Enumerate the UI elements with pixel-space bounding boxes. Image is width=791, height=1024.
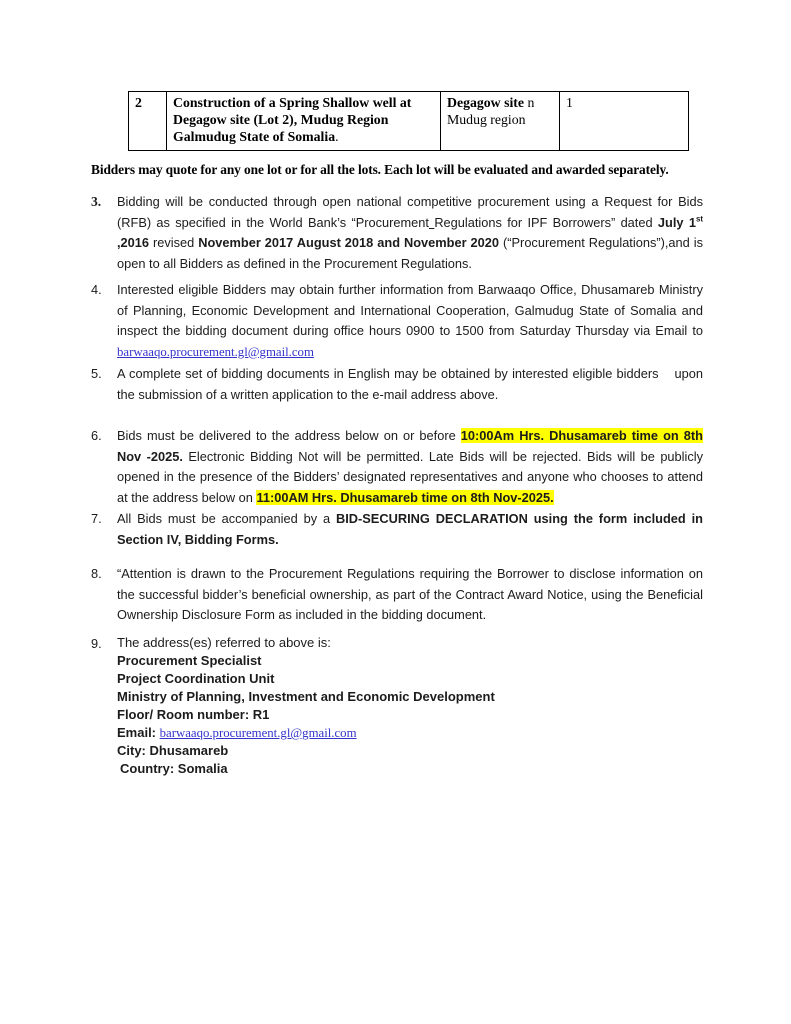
- lot-site-rest: n: [524, 95, 535, 110]
- paragraph-3: [91, 192, 703, 274]
- paragraph-9: [91, 634, 703, 778]
- item-number-7: 7.: [91, 511, 102, 526]
- paragraph-7-text: [117, 509, 703, 550]
- p3-year-bold: ,2016: [117, 235, 153, 251]
- lot-site-name: Degagow site: [447, 95, 525, 110]
- lot-description: Construction of a Spring Shallow well at Degagow site (Lot 2), Mudug Region Galmudug State of Somalia: [173, 95, 412, 144]
- address-room: Floor/ Room number: R1: [117, 707, 270, 722]
- p3-run-a: Bidding will be conducted through open national competitive procurement using a Request for Bids (RFB) as specified in the World Bank’s “Procurement: [117, 194, 703, 230]
- p3-date-sup: st: [695, 214, 703, 224]
- paragraph-9-text: [117, 634, 703, 778]
- paragraph-5: [91, 364, 703, 405]
- p3-revisions-bold: November 2017 August 2018 and November 2020: [198, 235, 503, 251]
- deadline-highlight-2: 11:00AM Hrs. Dhusamareb time on 8th Nov-2025.: [256, 489, 554, 505]
- paragraph-5-text: [117, 364, 703, 405]
- item-number-8: 8.: [91, 566, 102, 581]
- p7-run-a: All Bids must be accompanied by a: [117, 511, 336, 526]
- email-label: Email:: [117, 725, 160, 740]
- item-number-9: 9.: [91, 636, 102, 651]
- item-number-6: 6.: [91, 428, 102, 443]
- lot-table: [128, 91, 689, 151]
- p7-declaration-bold: BID-SECURING DECLARATION using the form included in Section IV, Bidding Forms.: [117, 511, 703, 547]
- address-unit: Project Coordination Unit: [117, 671, 275, 686]
- paragraph-4-text: [117, 280, 703, 362]
- lot-number: 2: [135, 95, 142, 110]
- deadline-highlight-1: 10:00Am Hrs. Dhusamareb time on 8th: [460, 428, 703, 443]
- item-number-4: 4.: [91, 282, 102, 297]
- address-role: Procurement Specialist: [117, 653, 262, 668]
- lot-qty-cell: [560, 92, 689, 151]
- paragraph-4: [91, 280, 703, 362]
- lot-description-cell: [167, 92, 441, 151]
- p6-run-c: Electronic Bidding Not will be permitted. Late Bids will be rejected. Bids will be publicly opened in the presence of the Bidders’ designated representatives and anyone who chooses to attend at the address below on: [117, 448, 703, 505]
- address-email-link[interactable]: barwaaqo.procurement.gl@gmail.com: [159, 726, 357, 740]
- address-country: Country: Somalia: [120, 761, 228, 776]
- p3-date-bold: July 1: [657, 214, 696, 230]
- lot-site-cell: [441, 92, 560, 151]
- lot-description-tail: .: [335, 129, 339, 144]
- address-ministry: Ministry of Planning, Investment and Economic Development: [117, 689, 495, 704]
- address-intro: The address(es) referred to above is:: [117, 635, 331, 650]
- item-number-5: 5.: [91, 366, 102, 381]
- lot-site-region: Mudug region: [447, 112, 526, 127]
- p8-run-a: “Attention is drawn to the Procurement Regulations requiring the Borrower to disclose information on the successful bidder’s beneficial ownership, as part of the Contract Award Notice, using the Beneficial Ownership Disclosure Form as included in the bidding document.: [117, 566, 703, 623]
- p6-date-bold: Nov -2025.: [117, 448, 189, 464]
- p4-run-a: Interested eligible Bidders may obtain further information from Barwaaqo Office, Dhusamareb Ministry of Planning, Economic Development and International Cooperation, Galmudug State of Somalia and inspect the bidding document during office hours 0900 to 1500 from Saturday Thursday via Email to: [117, 282, 703, 339]
- table-row: [129, 92, 689, 151]
- paragraph-8-text: [117, 564, 703, 626]
- paragraph-6: [91, 426, 703, 508]
- p5-run-a2: upon the submission of a written application to the e-mail address above.: [117, 366, 703, 402]
- paragraph-3-text: [117, 192, 703, 274]
- lot-qty: 1: [566, 95, 573, 110]
- email-link[interactable]: barwaaqo.procurement.gl@gmail.com: [117, 344, 314, 359]
- lot-number-cell: [129, 92, 167, 151]
- address-city: City: Dhusamareb: [117, 743, 229, 758]
- p5-run-a1: A complete set of bidding documents in English may be obtained by interested eligible bidders: [117, 366, 659, 381]
- p3-run-b: Regulations for IPF Borrowers” dated: [434, 214, 658, 230]
- lots-note: Bidders may quote for any one lot or for all the lots. Each lot will be evaluated and awarded separately.: [91, 162, 669, 177]
- paragraph-7: [91, 509, 703, 550]
- p3-run-e: revised: [153, 235, 199, 251]
- item-number-3: 3.: [91, 194, 102, 209]
- address-email-line: [117, 724, 703, 742]
- p3-run-g: (“Procurement Regulations”),and is open to all Bidders as defined in the Procurement Regulations.: [117, 235, 703, 271]
- paragraph-6-text: [117, 426, 703, 508]
- paragraph-8: [91, 564, 703, 626]
- p6-run-a: Bids must be delivered to the address below on or before: [117, 428, 461, 443]
